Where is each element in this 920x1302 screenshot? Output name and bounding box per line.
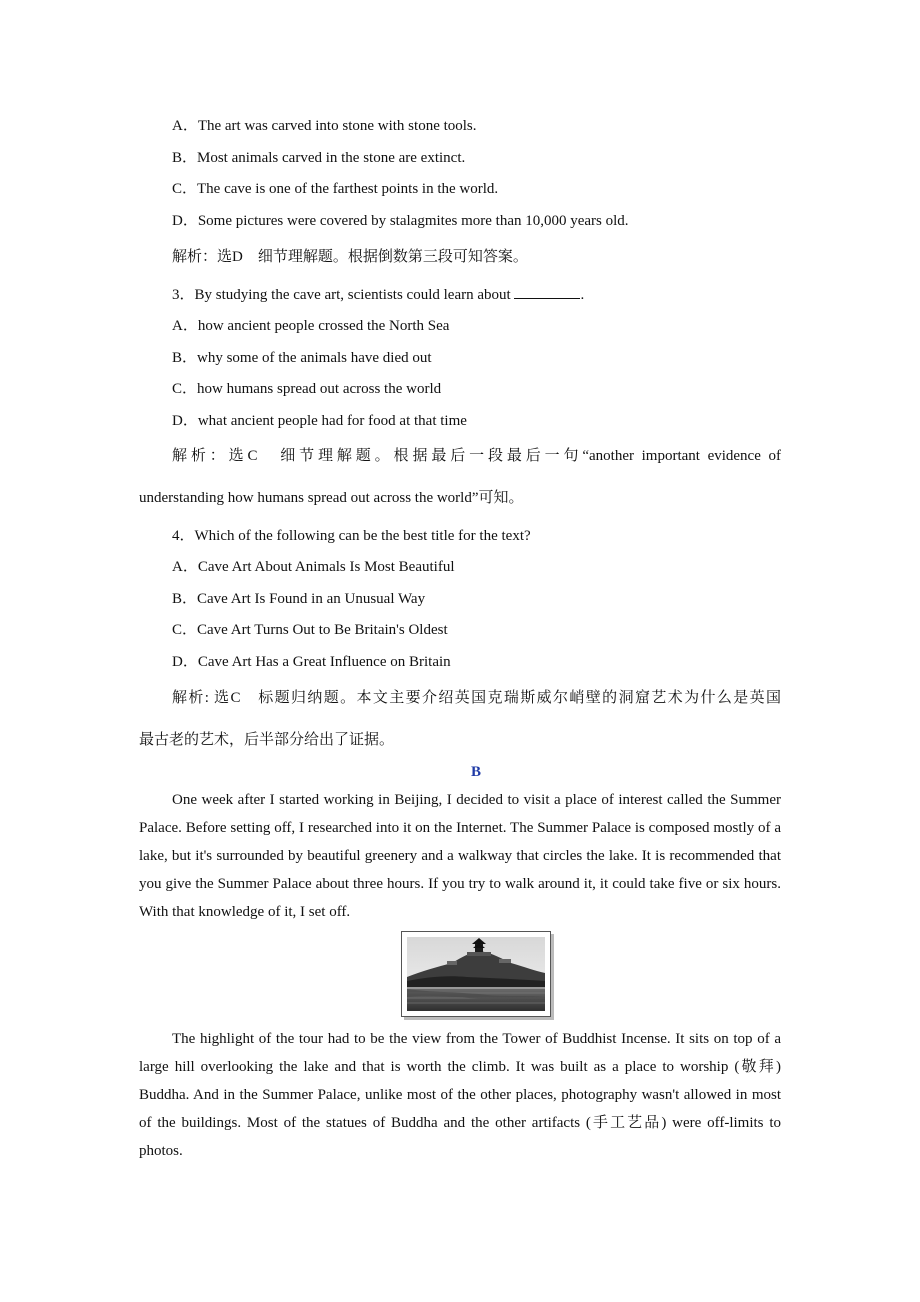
q3-option-c: C．how humans spread out across the world [172,381,442,397]
q3-stem [172,283,584,304]
q3-stem-end: . [580,287,585,303]
section-b-heading: B [470,764,481,780]
q2-option-d: D．Some pictures were covered by stalagmites more than 10,000 years old. [172,213,629,229]
q4-option-d: D．Cave Art Has a Great Influence on Britain [172,654,451,670]
q4-stem: 4．Which of the following can be the best title for the text? [172,528,531,544]
q2-option-c: C．The cave is one of the farthest points in the world. [172,181,499,197]
paragraph-1-text: One week after I started working in Beijing, I decided to visit a place of interest called the Summer Palace. Before setting off, I researched into it on the Internet. The Summer Palace is composed mostly of a lake, but it's surrounded by beautiful greenery and a walkway that circles the lake. It is recommended that you give the Summer Palace about three hours. If you try to walk around it, it could take five or six hours. With that knowledge of it, I set off. [139,792,781,920]
q3-option-d: D．what ancient people had for food at that time [172,413,467,429]
q2-analysis: 解析：选D 细节理解题。根据倒数第三段可知答案。 [172,249,528,265]
q4-option-c: C．Cave Art Turns Out to Be Britain's Oldest [172,622,448,638]
q3-analysis-line2: understanding how humans spread out across the world”可知。 [139,490,524,506]
q4-option-b: B．Cave Art Is Found in an Unusual Way [172,591,426,607]
summer-palace-photo [401,931,551,1017]
q2-option-a: A．The art was carved into stone with stone tools. [172,118,477,134]
section-b-paragraph-2 [139,1025,781,1165]
q3-stem-text: 3．By studying the cave art, scientists could learn about [172,287,511,303]
q3-option-b: B．why some of the animals have died out [172,350,432,366]
q3-analysis-line1: 解析：选C 细节理解题。根据最后一段最后一句“another important evidence of [172,448,781,464]
q3-answer-blank [514,284,580,299]
section-b-paragraph-1 [139,786,781,926]
summer-palace-image [407,937,545,1011]
q4-option-a: A．Cave Art About Animals Is Most Beautiful [172,559,455,575]
paragraph-2-text: The highlight of the tour had to be the view from the Tower of Buddhist Incense. It sits on top of a large hill overlooking the lake and that is worth the climb. It was built as a place to worship (敬拜) Buddha. And in the Summer Palace, unlike most of the other places, photography wasn't allowed in most of the buildings. Most of the statues of Buddha and the other artifacts (手工艺品) were off-limits to photos. [139,1031,781,1159]
q4-analysis-line1: 解析: 选C 标题归纳题。本文主要介绍英国克瑞斯威尔峭壁的洞窟艺术为什么是英国 [172,690,781,706]
q4-analysis-line2: 最古老的艺术，后半部分给出了证据。 [139,732,395,748]
q3-option-a: A．how ancient people crossed the North Sea [172,318,450,334]
q2-option-b: B．Most animals carved in the stone are extinct. [172,150,466,166]
